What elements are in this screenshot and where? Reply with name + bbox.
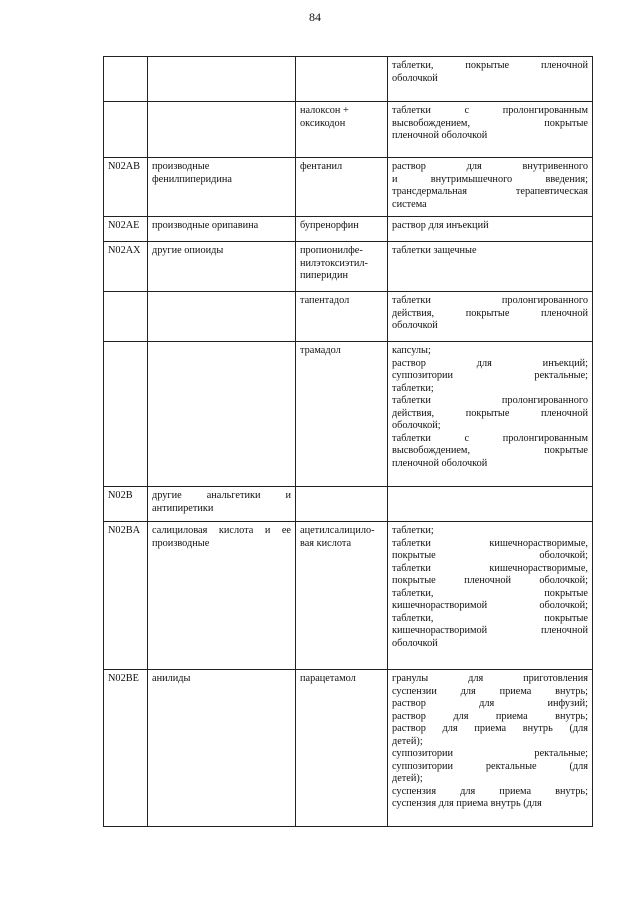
pharmacological-group-cell bbox=[148, 57, 296, 102]
dosage-form-line: таблетки кишечнорастворимые, bbox=[392, 562, 588, 574]
pharmacological-group-cell bbox=[148, 292, 296, 342]
atc-code: N02B bbox=[108, 490, 133, 501]
dosage-form-line: покрытые пленочной оболочкой; bbox=[392, 575, 588, 587]
dosage-form-line: суппозитории ректальные; bbox=[392, 370, 588, 382]
drug-name-cell bbox=[296, 487, 388, 522]
dosage-form-line: капсулы; bbox=[392, 345, 431, 356]
table-row bbox=[104, 102, 593, 158]
drug-name-line: вая кислота bbox=[300, 537, 352, 549]
dosage-form-line: гранулы для приготовления bbox=[392, 673, 588, 684]
drug-name-cell bbox=[296, 242, 388, 292]
dosage-form-line: раствор для инъекций; bbox=[392, 357, 588, 369]
dosage-form-line: таблетки; bbox=[392, 525, 434, 536]
dosage-form-line: суппозитории ректальные; bbox=[392, 748, 588, 760]
dosage-forms-cell bbox=[388, 217, 593, 242]
group-line: другие анальгетики и bbox=[152, 490, 291, 501]
drug-name-line: фентанил bbox=[300, 161, 343, 172]
dosage-form-line: раствор для внутривенного bbox=[392, 161, 588, 172]
dosage-forms-cell bbox=[388, 342, 593, 487]
dosage-form-line: таблетки пролонгированного bbox=[392, 395, 588, 407]
dosage-form-line: таблетки; bbox=[392, 382, 434, 394]
dosage-form-line: высвобождением, покрытые bbox=[392, 117, 588, 129]
dosage-form-line: и внутримышечного введения; bbox=[392, 173, 588, 185]
dosage-form-line: пленочной оболочкой bbox=[392, 130, 488, 142]
drug-table-body bbox=[104, 57, 593, 827]
dosage-forms-cell bbox=[388, 292, 593, 342]
table-row bbox=[104, 292, 593, 342]
dosage-form-line: детей); bbox=[392, 773, 423, 785]
drug-name-line: пиперидин bbox=[300, 270, 349, 282]
dosage-forms-cell bbox=[388, 158, 593, 217]
group-line: салициловая кислота и ее bbox=[152, 525, 291, 536]
drug-name-line: ацетилсалицило- bbox=[300, 525, 375, 536]
drug-name-cell bbox=[296, 342, 388, 487]
dosage-form-line: таблетки, покрытые bbox=[392, 612, 588, 624]
dosage-form-line: суспензия для приема внутрь (для bbox=[392, 798, 542, 810]
pharmacological-group-cell bbox=[148, 522, 296, 670]
atc-code-cell bbox=[104, 102, 148, 158]
dosage-form-line: высвобождением, покрытые bbox=[392, 445, 588, 457]
dosage-form-line: система bbox=[392, 198, 427, 210]
group-line: анилиды bbox=[152, 673, 191, 684]
group-line: фенилпиперидина bbox=[152, 173, 232, 185]
dosage-forms-cell bbox=[388, 670, 593, 827]
table-row bbox=[104, 487, 593, 522]
group-line: производные bbox=[152, 161, 210, 172]
dosage-form-line: раствор для приема внутрь (для bbox=[392, 723, 588, 735]
dosage-form-line: суспензия для приема внутрь; bbox=[392, 785, 588, 797]
atc-code: N02BE bbox=[108, 673, 139, 684]
drug-name-cell bbox=[296, 158, 388, 217]
atc-code: N02AX bbox=[108, 245, 141, 256]
dosage-forms-cell bbox=[388, 522, 593, 670]
table-row bbox=[104, 242, 593, 292]
dosage-form-line: оболочкой bbox=[392, 320, 438, 332]
dosage-form-line: пленочной оболочкой bbox=[392, 457, 488, 469]
drug-name-cell bbox=[296, 522, 388, 670]
pharmacological-group-cell bbox=[148, 670, 296, 827]
dosage-forms-cell bbox=[388, 102, 593, 158]
dosage-form-line: таблетки с пролонгированным bbox=[392, 432, 588, 444]
dosage-form-line: детей); bbox=[392, 735, 423, 747]
dosage-form-line: таблетки с пролонгированным bbox=[392, 105, 588, 116]
atc-code-cell bbox=[104, 242, 148, 292]
dosage-form-line: кишечнорастворимой пленочной bbox=[392, 625, 588, 637]
atc-code-cell bbox=[104, 57, 148, 102]
pharmacological-group-cell bbox=[148, 102, 296, 158]
dosage-form-line: таблетки, покрытые bbox=[392, 587, 588, 599]
dosage-form-line: таблетки защечные bbox=[392, 245, 477, 256]
drug-name-cell bbox=[296, 102, 388, 158]
pharmacological-group-cell bbox=[148, 242, 296, 292]
table-row bbox=[104, 670, 593, 827]
dosage-form-line: трансдермальная терапевтическая bbox=[392, 186, 588, 198]
atc-code-cell bbox=[104, 292, 148, 342]
dosage-form-line: таблетки, покрытые пленочной bbox=[392, 60, 588, 71]
group-line: другие опиоиды bbox=[152, 245, 224, 256]
atc-code-cell bbox=[104, 217, 148, 242]
dosage-form-line: суспензии для приема внутрь; bbox=[392, 685, 588, 697]
drug-name-cell bbox=[296, 670, 388, 827]
drug-name-line: бупренорфин bbox=[300, 220, 359, 231]
pharmacological-group-cell bbox=[148, 158, 296, 217]
drug-name-cell bbox=[296, 292, 388, 342]
dosage-forms-cell bbox=[388, 57, 593, 102]
page-number: 84 bbox=[309, 10, 321, 24]
group-line: производные орипавина bbox=[152, 220, 259, 231]
drug-name-line: нилэтоксиэтил- bbox=[300, 257, 368, 269]
drug-name-line: трамадол bbox=[300, 345, 341, 356]
dosage-form-line: раствор для инъекций bbox=[392, 220, 489, 231]
drug-name-cell bbox=[296, 217, 388, 242]
atc-code: N02AB bbox=[108, 161, 141, 172]
drug-name-cell bbox=[296, 57, 388, 102]
atc-code-cell bbox=[104, 522, 148, 670]
atc-code: N02AE bbox=[108, 220, 140, 231]
dosage-form-line: покрытые оболочкой; bbox=[392, 550, 588, 562]
table-row bbox=[104, 342, 593, 487]
dosage-form-line: суппозитории ректальные (для bbox=[392, 760, 588, 772]
dosage-forms-cell bbox=[388, 242, 593, 292]
table-row bbox=[104, 158, 593, 217]
dosage-form-line: раствор для приема внутрь; bbox=[392, 710, 588, 722]
dosage-form-line: оболочкой bbox=[392, 72, 438, 84]
dosage-form-line: раствор для инфузий; bbox=[392, 698, 588, 710]
drug-name-line: пропионилфе- bbox=[300, 245, 363, 256]
pharmacological-group-cell bbox=[148, 487, 296, 522]
table-row bbox=[104, 522, 593, 670]
table-row bbox=[104, 57, 593, 102]
group-line: антипиретики bbox=[152, 502, 214, 514]
dosage-form-line: оболочкой bbox=[392, 637, 438, 649]
dosage-forms-cell bbox=[388, 487, 593, 522]
drug-table bbox=[103, 56, 593, 827]
dosage-form-line: действия, покрытые пленочной bbox=[392, 307, 588, 319]
atc-code-cell bbox=[104, 342, 148, 487]
drug-name-line: тапентадол bbox=[300, 295, 350, 306]
atc-code-cell bbox=[104, 158, 148, 217]
drug-name-line: парацетамол bbox=[300, 673, 356, 684]
drug-name-line: оксикодон bbox=[300, 117, 346, 129]
atc-code-cell bbox=[104, 670, 148, 827]
pharmacological-group-cell bbox=[148, 217, 296, 242]
table-row bbox=[104, 217, 593, 242]
drug-name-line: налоксон + bbox=[300, 105, 349, 116]
dosage-form-line: кишечнорастворимой оболочкой; bbox=[392, 600, 588, 612]
dosage-form-line: таблетки кишечнорастворимые, bbox=[392, 537, 588, 549]
pharmacological-group-cell bbox=[148, 342, 296, 487]
dosage-form-line: таблетки пролонгированного bbox=[392, 295, 588, 306]
atc-code: N02BA bbox=[108, 525, 141, 536]
atc-code-cell bbox=[104, 487, 148, 522]
group-line: производные bbox=[152, 537, 210, 549]
dosage-form-line: оболочкой; bbox=[392, 420, 441, 432]
dosage-form-line: действия, покрытые пленочной bbox=[392, 407, 588, 419]
